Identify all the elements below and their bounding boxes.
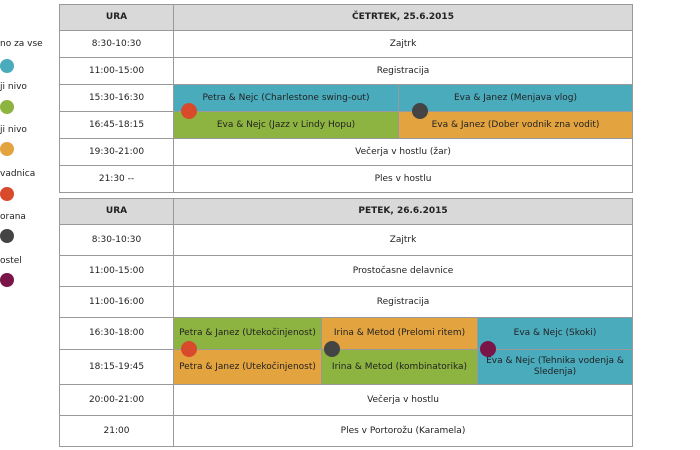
table-row bbox=[60, 385, 633, 416]
workshop-cell: Petra & Janez (Utekočinjenost) bbox=[174, 350, 322, 385]
time-cell: 15:30-16:30 bbox=[60, 85, 174, 112]
room-marker-red-icon bbox=[181, 103, 197, 119]
table-row bbox=[60, 256, 633, 287]
room-marker-purple-icon bbox=[480, 341, 496, 357]
event-cell: Registracija bbox=[174, 58, 633, 85]
legend-label-room-2: orana bbox=[0, 212, 26, 222]
legend-dot-dark-icon bbox=[0, 229, 14, 243]
table-row bbox=[60, 58, 633, 85]
time-cell: 8:30-10:30 bbox=[60, 31, 174, 58]
time-cell: 19:30-21:00 bbox=[60, 139, 174, 166]
legend-label-room-1: vadnica bbox=[0, 169, 36, 179]
legend-dot-green-icon bbox=[0, 100, 14, 114]
time-cell: 11:00-16:00 bbox=[60, 287, 174, 318]
workshop-cell: Irina & Metod (kombinatorika) bbox=[322, 350, 478, 385]
time-cell: 8:30-10:30 bbox=[60, 225, 174, 256]
time-cell: 16:30-18:00 bbox=[60, 318, 174, 350]
time-cell: 18:15-19:45 bbox=[60, 350, 174, 385]
event-cell: Prostočasne delavnice bbox=[174, 256, 633, 287]
legend-label-hostel: ostel bbox=[0, 256, 22, 266]
event-cell: Večerja v hostlu bbox=[174, 385, 633, 416]
room-marker-red-icon bbox=[181, 341, 197, 357]
legend-dot-orange-icon bbox=[0, 142, 14, 156]
table-row bbox=[60, 318, 633, 350]
table-header-row bbox=[60, 199, 633, 225]
event-cell: Registracija bbox=[174, 287, 633, 318]
legend-dot-teal-icon bbox=[0, 59, 14, 73]
workshop-cell: Petra & Nejc (Charlestone swing-out) bbox=[174, 85, 399, 112]
workshop-cell: Eva & Nejc (Tehnika vodenja & Sledenja) bbox=[478, 350, 633, 385]
workshop-cell: Petra & Janez (Utekočinjenost) bbox=[174, 318, 322, 350]
event-cell: Ples v hostlu bbox=[174, 166, 633, 193]
table-header-row bbox=[60, 5, 633, 31]
table-row bbox=[60, 287, 633, 318]
thursday-schedule-table bbox=[59, 4, 633, 193]
time-cell: 16:45-18:15 bbox=[60, 112, 174, 139]
table-row bbox=[60, 225, 633, 256]
friday-schedule-table bbox=[59, 198, 633, 447]
room-marker-dark-icon bbox=[412, 103, 428, 119]
table-row bbox=[60, 85, 633, 112]
legend-dot-red-icon bbox=[0, 187, 14, 201]
legend-label-level-2: ji nivo bbox=[0, 125, 27, 135]
table-row bbox=[60, 112, 633, 139]
time-cell: 21:30 -- bbox=[60, 166, 174, 193]
time-cell: 11:00-15:00 bbox=[60, 256, 174, 287]
workshop-cell: Eva & Janez (Menjava vlog) bbox=[399, 85, 633, 112]
workshop-cell: Eva & Janez (Dober vodnik zna vodit) bbox=[399, 112, 633, 139]
table-row bbox=[60, 31, 633, 58]
col-header-time: URA bbox=[60, 199, 174, 225]
workshop-cell: Eva & Nejc (Skoki) bbox=[478, 318, 633, 350]
legend-dot-purple-icon bbox=[0, 273, 14, 287]
col-header-day: ČETRTEK, 25.6.2015 bbox=[174, 5, 633, 31]
room-marker-dark-icon bbox=[324, 341, 340, 357]
table-row bbox=[60, 416, 633, 447]
time-cell: 20:00-21:00 bbox=[60, 385, 174, 416]
table-row bbox=[60, 350, 633, 385]
legend-label-level-1: ji nivo bbox=[0, 82, 27, 92]
workshop-cell: Eva & Nejc (Jazz v Lindy Hopu) bbox=[174, 112, 399, 139]
event-cell: Zajtrk bbox=[174, 225, 633, 256]
time-cell: 21:00 bbox=[60, 416, 174, 447]
col-header-time: URA bbox=[60, 5, 174, 31]
col-header-day: PETEK, 26.6.2015 bbox=[174, 199, 633, 225]
time-cell: 11:00-15:00 bbox=[60, 58, 174, 85]
table-row bbox=[60, 166, 633, 193]
event-cell: Večerja v hostlu (žar) bbox=[174, 139, 633, 166]
event-cell: Ples v Portorožu (Karamela) bbox=[174, 416, 633, 447]
table-row bbox=[60, 139, 633, 166]
workshop-cell: Irina & Metod (Prelomi ritem) bbox=[322, 318, 478, 350]
legend-label-all: no za vse bbox=[0, 39, 43, 49]
event-cell: Zajtrk bbox=[174, 31, 633, 58]
